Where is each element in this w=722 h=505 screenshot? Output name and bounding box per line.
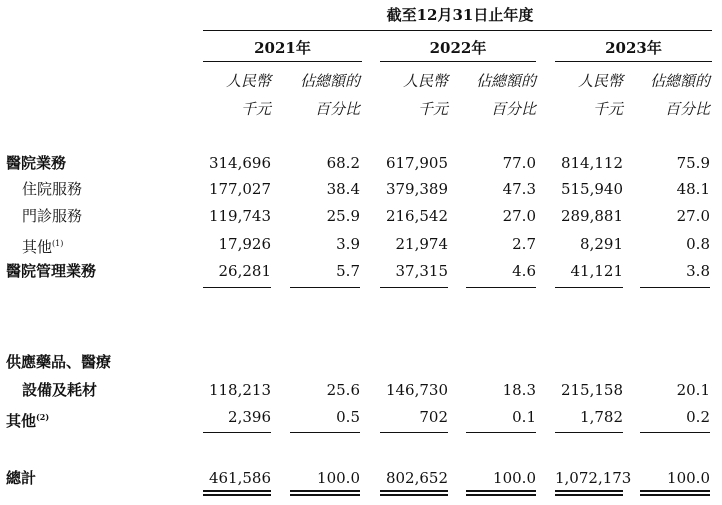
year-2023: 2023年 (605, 39, 662, 57)
col-pct-2022-line1: 佔總額的 (475, 72, 536, 90)
total-double-rule (380, 490, 448, 496)
rule (290, 432, 360, 433)
rule (466, 287, 536, 288)
col-rmb-2022-line1: 人民幣 (402, 72, 448, 90)
cell: 0.1 (512, 408, 536, 426)
year-2021: 2021年 (254, 39, 311, 57)
rule (555, 287, 623, 288)
cell: 27.0 (502, 207, 536, 225)
total-double-rule (290, 490, 360, 496)
cell: 100.0 (493, 469, 536, 487)
cell: 4.6 (512, 262, 536, 280)
cell: 289,881 (560, 207, 623, 225)
row-label-other-2: 其他$^{(2)}$ (6, 412, 50, 430)
cell: 47.3 (502, 180, 536, 198)
rule (380, 432, 448, 433)
cell: 68.2 (326, 154, 360, 172)
cell: 17,926 (218, 235, 271, 253)
cell: 802,652 (385, 469, 448, 487)
col-rmb-2021-line2: 千元 (240, 100, 271, 118)
rule (640, 287, 710, 288)
row-label-hospital-business: 醫院業務 (6, 154, 67, 172)
cell: 118,213 (208, 381, 271, 399)
cell: 177,027 (208, 180, 271, 198)
rule (466, 432, 536, 433)
cell: 0.2 (686, 408, 710, 426)
cell: 119,743 (208, 207, 271, 225)
cell: 25.9 (326, 207, 360, 225)
year-rule-2021 (203, 61, 362, 62)
cell: 314,696 (208, 154, 271, 172)
cell: 100.0 (317, 469, 360, 487)
cell: 1,072,173 (555, 469, 632, 487)
cell: 3.9 (336, 235, 360, 253)
col-rmb-2023-line2: 千元 (592, 100, 623, 118)
cell: 1,782 (580, 408, 623, 426)
col-pct-2021-line1: 佔總額的 (299, 72, 360, 90)
col-pct-2023-line2: 百分比 (664, 100, 710, 118)
row-label-other-1: 其他$^{(1)}$ (22, 238, 64, 256)
row-label-inpatient: 住院服務 (22, 180, 83, 198)
total-double-rule (640, 490, 710, 496)
col-pct-2023-line1: 佔總額的 (649, 72, 710, 90)
cell: 461,586 (208, 469, 271, 487)
cell: 100.0 (667, 469, 710, 487)
cell: 0.8 (686, 235, 710, 253)
cell: 75.9 (676, 154, 710, 172)
col-rmb-2022-line2: 千元 (417, 100, 448, 118)
cell: 216,542 (385, 207, 448, 225)
cell: 215,158 (560, 381, 623, 399)
cell: 38.4 (326, 180, 360, 198)
cell: 146,730 (385, 381, 448, 399)
total-double-rule (203, 490, 271, 496)
rule (203, 432, 271, 433)
cell: 48.1 (676, 180, 710, 198)
row-label-supplies-line2: 設備及耗材 (22, 381, 98, 399)
cell: 2.7 (512, 235, 536, 253)
cell: 5.7 (336, 262, 360, 280)
year-2022: 2022年 (429, 39, 487, 57)
cell: 77.0 (502, 154, 536, 172)
cell: 702 (419, 408, 448, 426)
col-rmb-2021-line1: 人民幣 (225, 72, 271, 90)
cell: 21,974 (395, 235, 448, 253)
cell: 3.8 (686, 262, 710, 280)
cell: 814,112 (560, 154, 623, 172)
rule (290, 287, 360, 288)
row-label-outpatient: 門診服務 (22, 207, 83, 225)
row-label-total: 總計 (6, 469, 37, 487)
footnote-2: (2) (36, 412, 50, 422)
row-label-hospital-management: 醫院管理業務 (6, 262, 97, 280)
col-pct-2022-line2: 百分比 (490, 100, 536, 118)
year-rule-2023 (555, 61, 712, 62)
cell: 20.1 (676, 381, 710, 399)
footnote-1: (1) (52, 239, 64, 248)
rule (203, 287, 271, 288)
cell: 515,940 (560, 180, 623, 198)
header-rule (203, 30, 712, 31)
cell: 8,291 (580, 235, 623, 253)
cell: 27.0 (676, 207, 710, 225)
period-heading: 截至12月31日止年度 (386, 6, 534, 24)
cell: 37,315 (395, 262, 448, 280)
col-rmb-2023-line1: 人民幣 (577, 72, 623, 90)
cell: 2,396 (228, 408, 271, 426)
col-pct-2021-line2: 百分比 (314, 100, 360, 118)
cell: 41,121 (570, 262, 623, 280)
cell: 0.5 (336, 408, 360, 426)
cell: 18.3 (502, 381, 536, 399)
cell: 25.6 (326, 381, 360, 399)
cell: 617,905 (385, 154, 448, 172)
rule (555, 432, 623, 433)
year-rule-2022 (380, 61, 536, 62)
rule (380, 287, 448, 288)
cell: 379,389 (385, 180, 448, 198)
total-double-rule (466, 490, 536, 496)
rule (640, 432, 710, 433)
cell: 26,281 (218, 262, 271, 280)
row-label-supplies-line1: 供應藥品、醫療 (6, 353, 112, 371)
total-double-rule (555, 490, 623, 496)
